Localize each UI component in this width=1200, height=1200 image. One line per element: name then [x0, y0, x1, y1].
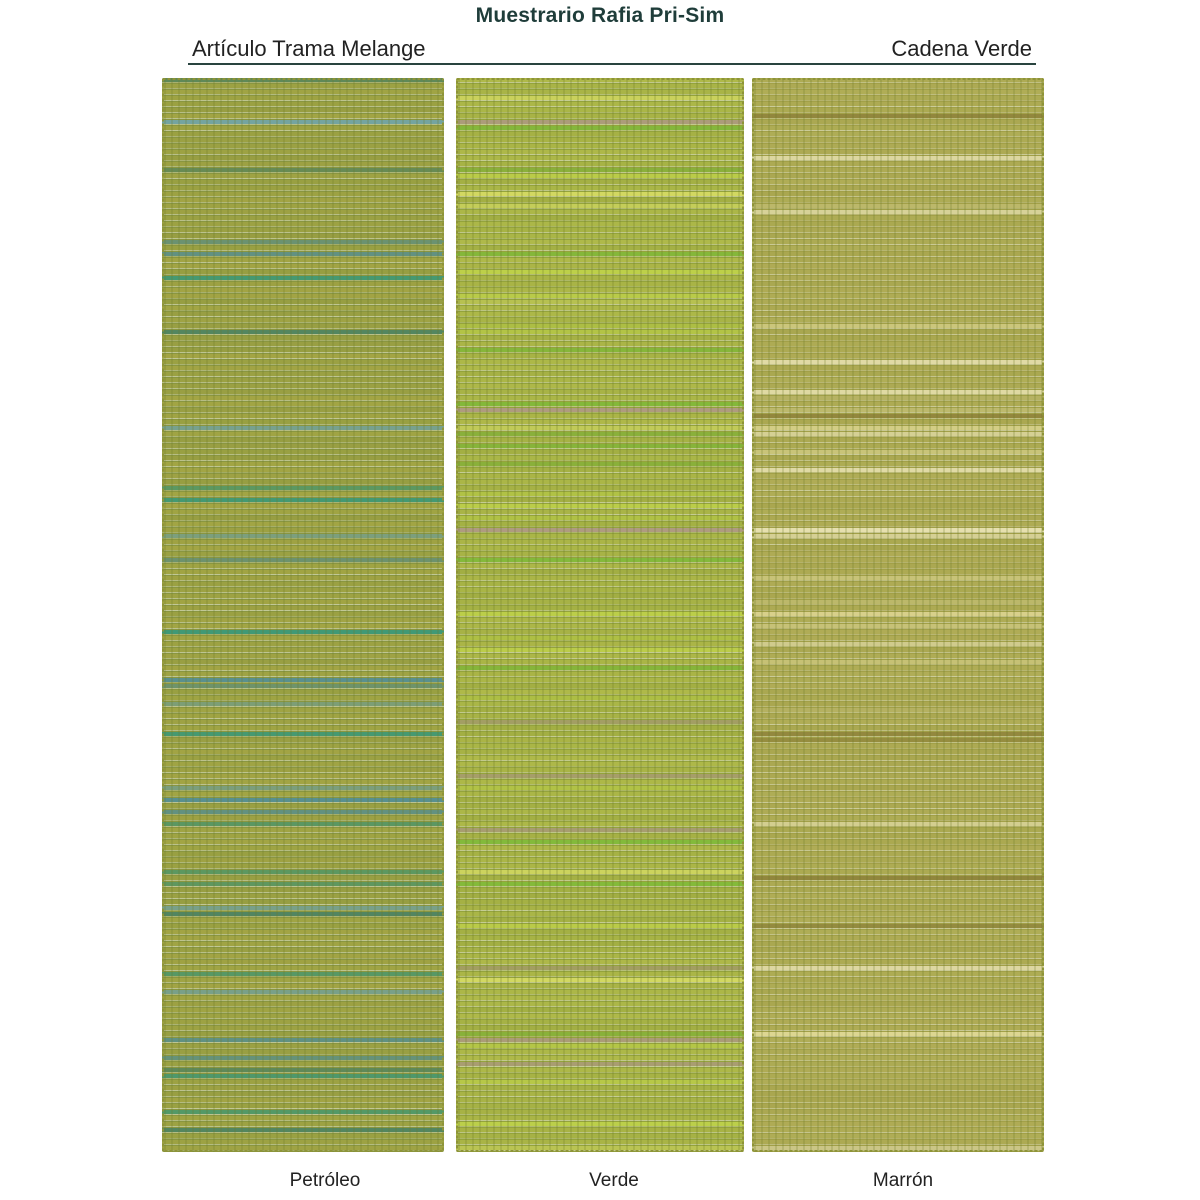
article-caption: Artículo Trama Melange — [192, 36, 426, 61]
swatch-label-marron: Marrón — [872, 1170, 934, 1191]
warp-caption: Cadena Verde — [891, 36, 1032, 61]
fabric-texture-verde — [456, 78, 744, 1152]
swatch-label-verde: Verde — [589, 1170, 639, 1191]
fabric-swatch-marron — [752, 78, 1044, 1152]
swatch-label-petroleo: Petróleo — [289, 1170, 361, 1191]
fabric-texture-petroleo — [162, 78, 444, 1152]
fabric-swatch-petroleo — [162, 78, 444, 1152]
fabric-swatch-verde — [456, 78, 744, 1152]
fabric-texture-marron — [752, 78, 1044, 1152]
page-title: Muestrario Rafia Pri-Sim — [475, 4, 725, 27]
header-divider — [188, 63, 1036, 65]
